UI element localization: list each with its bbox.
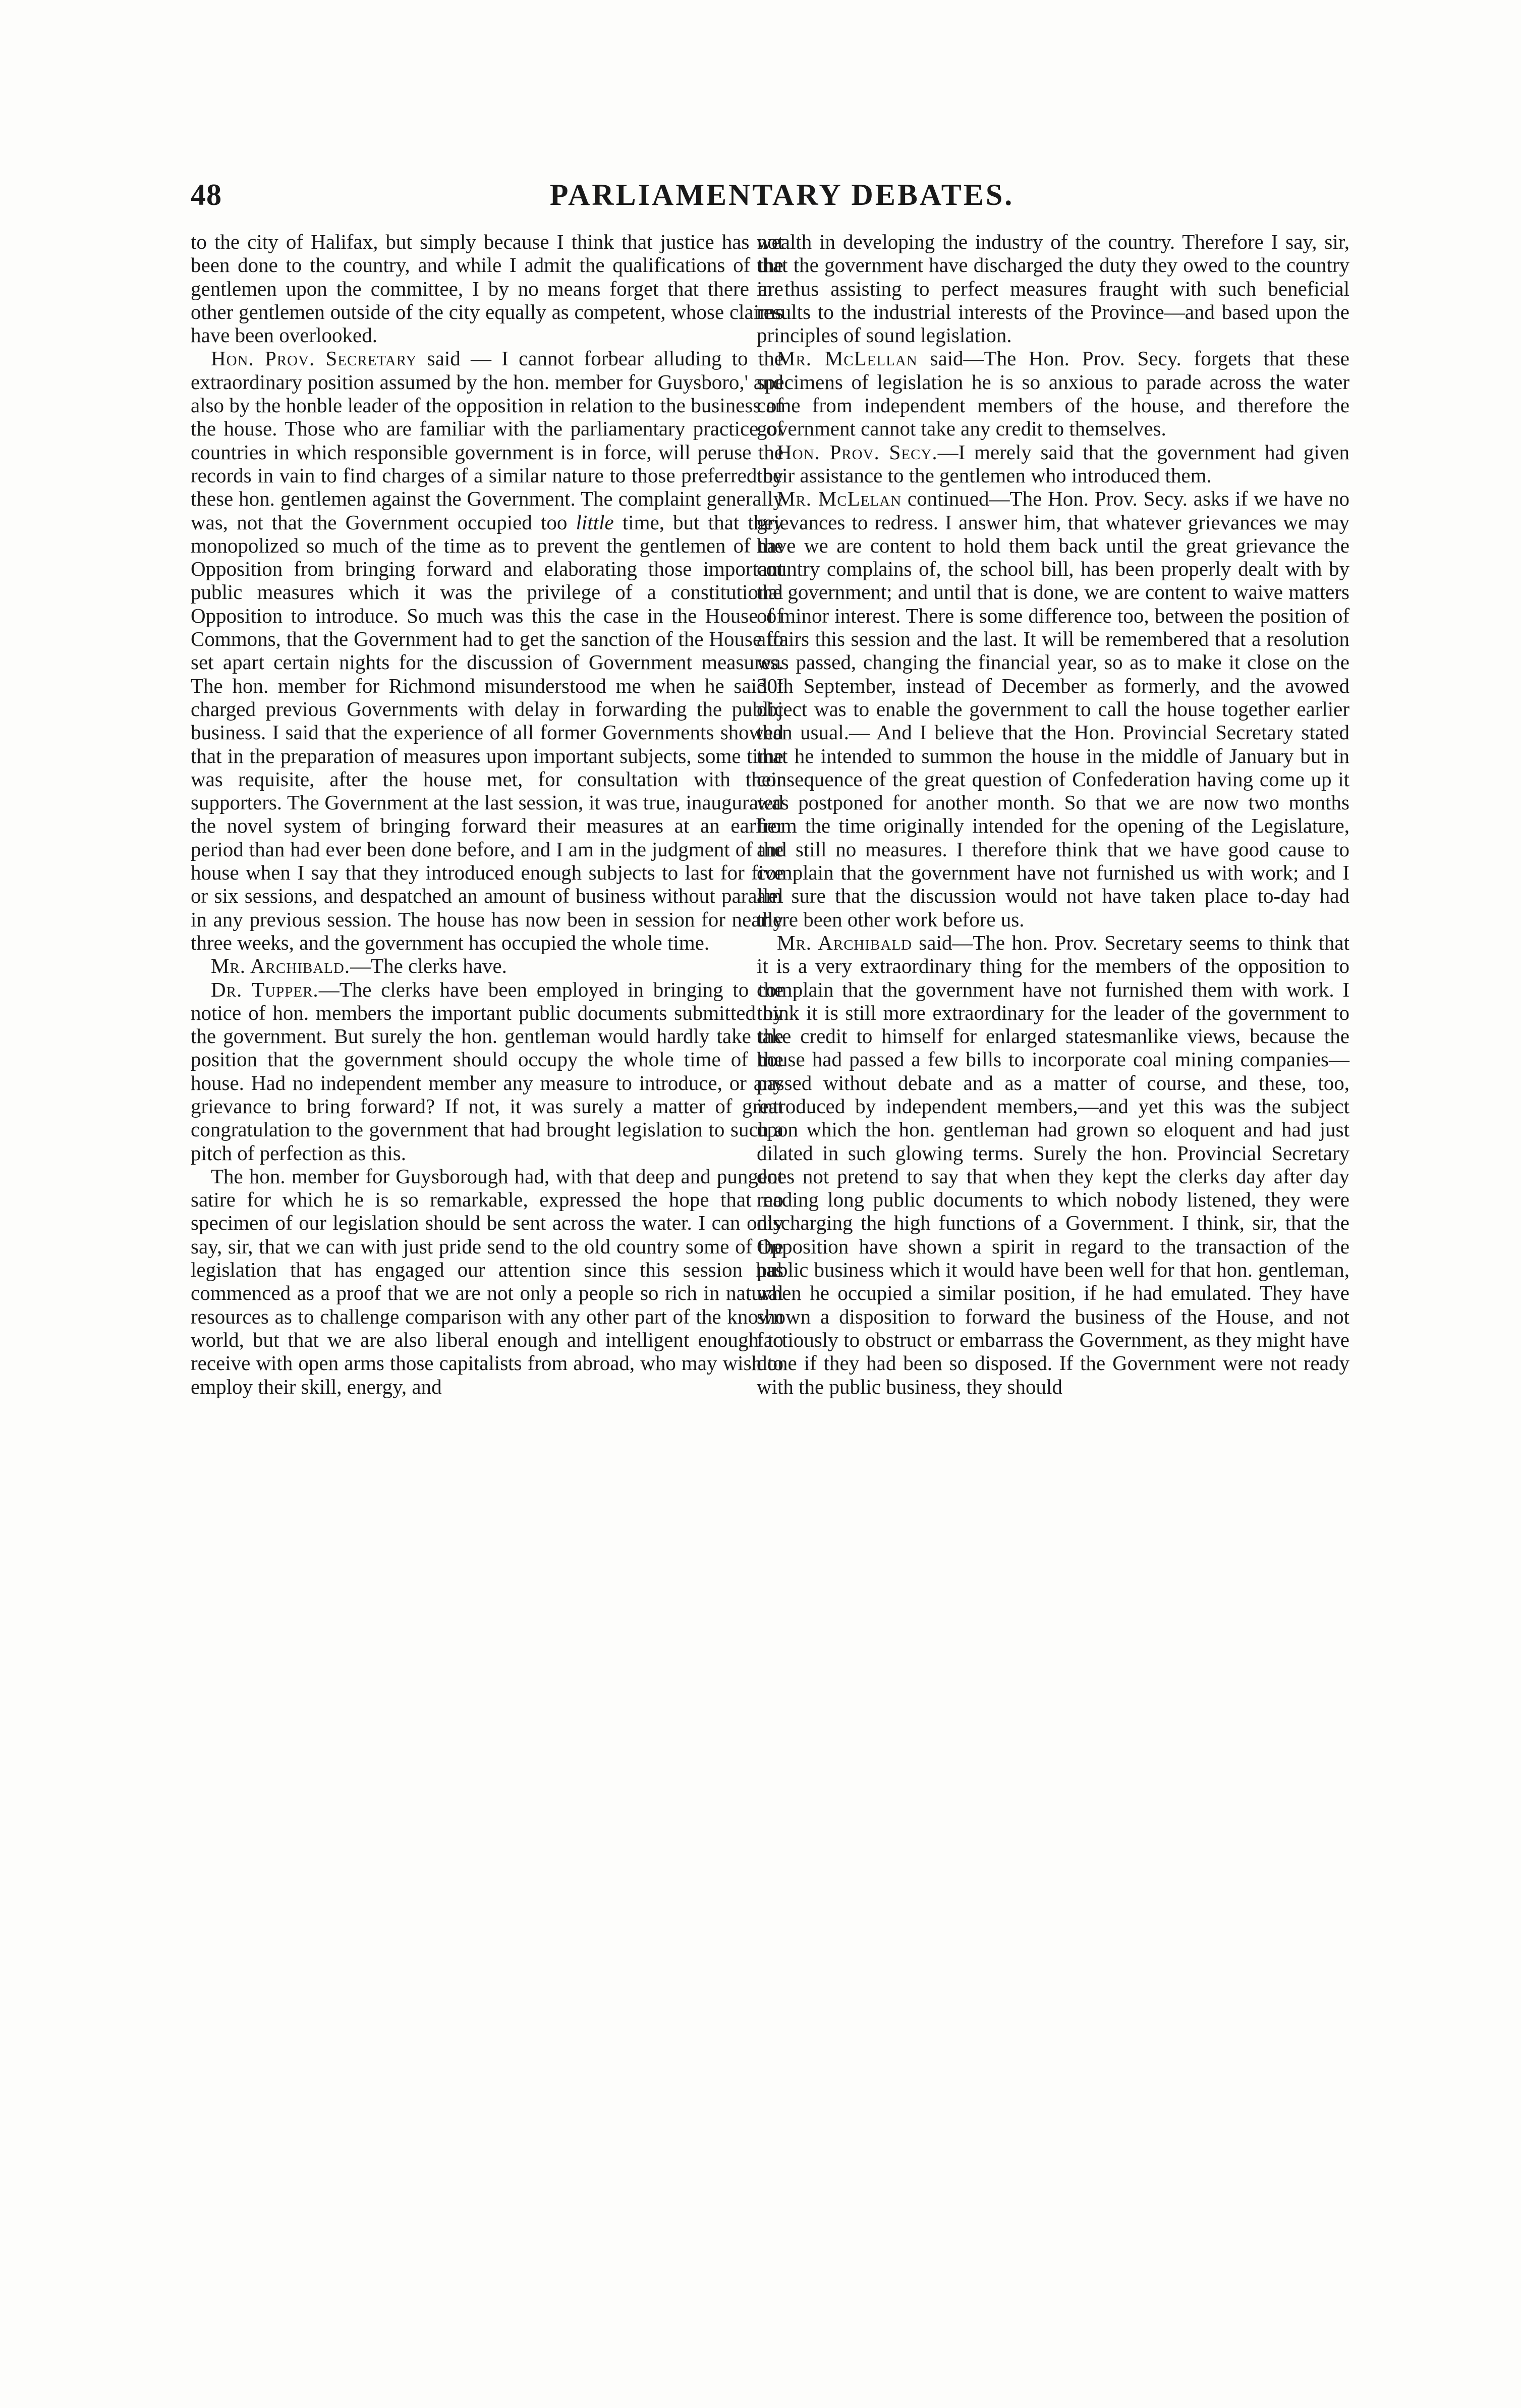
running-head: PARLIAMENTARY DEBATES. <box>549 178 1015 211</box>
speaker-name: Mr. Archibald. <box>211 954 351 978</box>
speaker-name: Mr. Archibald <box>777 931 912 954</box>
speaker-name: Dr. Tupper. <box>211 977 319 1001</box>
paragraph <box>191 230 783 347</box>
paragraph <box>191 1165 783 1398</box>
speaker-name: Mr. McLellan <box>777 347 918 370</box>
page-number: 48 <box>191 178 222 211</box>
paragraph-text: —The clerks have been employed in bringing to the notice of hon. members the important public documents submitted by the government. But surely the hon. gentleman would hardly take the position that the government should occupy the whole time of the house. Had no independent member any measure to introduce, or any grievance to bring forward? If not, it was surely a matter of great congratulation to the government that had brought legislation to such a pitch of perfection as this. <box>191 977 783 1165</box>
paragraph-text: continued—The Hon. Prov. Secy. asks if we have no grievances to redress. I answer him, that whatever grievances we may have we are content to hold them back until the great grievance the country complains of, the school bill, has been properly dealt with by the government; and until that is done, we are content to waive matters of minor interest. There is some difference too, between the position of affairs this session and the last. It will be remembered that a resolution was passed, changing the financial year, so as to make it close on the 30th September, instead of December as formerly, and the avowed object was to enable the government to call the house together earlier than usual.— And I believe that the Hon. Provincial Secretary stated that he intended to summon the house in the middle of January but in consequence of the great question of Confederation having come up it was postponed for another month. So that we are now two months from the time originally intended for the opening of the Legislature, and still no measures. I therefore think that we have good cause to complain that the government have not furnished us with work; and I am sure that the discussion would not have taken place to-day had there been other work before us. <box>757 487 1349 931</box>
paragraph <box>191 978 783 1165</box>
paragraph-text: —I merely said that the government had given their assistance to the gentlemen who introduced them. <box>757 440 1350 487</box>
paragraph <box>757 487 1349 931</box>
paragraph-text: said — I cannot forbear alluding to the extraordinary position assumed by the hon. member for Guysboro,' and also by the honble leader of the opposition in relation to the business of the house. Those who are familiar with the parliamentary practice of countries in which responsible government is in force, will peruse the records in vain to find charges of a similar nature to those preferred by these hon. gentlemen against the Government. The complaint generally was, not that the Government occupied too <box>191 347 783 534</box>
paragraph <box>757 931 1349 1398</box>
paragraph <box>191 347 783 954</box>
paragraph-text: time, but that they monopolized so much of the time as to prevent the gentlemen of the Opposition from bringing forward and elaborating those important public measures which it was the privilege of a constitutional Opposition to introduce. So much was this the case in the House of Commons, that the Government had to get the sanction of the House to set apart certain nights for the discussion of Government measures. The hon. member for Richmond misunderstood me when he said I charged previous Governments with delay in forwarding the public business. I said that the experience of all former Governments showed that in the preparation of measures upon important subjects, some time was requisite, after the house met, for consultation with their supporters. The Government at the last session, it was true, inaugurated the novel system of bringing forward their measures at an earlier period than had ever been done before, and I am in the judgment of the house when I say that they introduced enough subjects to last for five or six sessions, and despatched an amount of business without parallel in any previous session. The house has now been in session for nearly three weeks, and the government has occupied the whole time. <box>191 510 783 954</box>
paragraph <box>757 441 1349 487</box>
right-column <box>757 230 1349 1398</box>
paragraph-text: said—The hon. Prov. Secretary seems to think that it is a very extraordinary thing for the members of the opposition to complain that the government have not furnished them with work. I think it is still more extraordinary for the leader of the government to take credit to himself for enlarged statesmanlike views, because the house had passed a few bills to incorporate coal mining companies—passed without debate and as a matter of course, and these, too, introduced by independent members,—and yet this was the subject upon which the hon. gentleman had grown so eloquent and had just dilated in such glowing terms. Surely the hon. Provincial Secretary does not pretend to say that when they kept the clerks day after day reading long public documents to which nobody listened, they were discharging the high functions of a Government. I think, sir, that the Opposition have shown a spirit in regard to the transaction of the public business which it would have been well for that hon. gentleman, when he occupied a similar position, if he had emulated. They have shown a disposition to forward the business of the House, and not factiously to obstruct or embarrass the Government, as they might have done if they had been so disposed. If the Government were not ready with the public business, they should <box>757 931 1349 1398</box>
paragraph <box>757 347 1349 440</box>
paragraph <box>757 230 1349 347</box>
paragraph-text: The hon. member for Guysborough had, with that deep and pungent satire for which he is so remarkable, expressed the hope that no specimen of our legislation should be sent across the water. I can only say, sir, that we can with just pride send to the old country some of the legislation that has engaged our attention since this session has commenced as a proof that we are not only a people so rich in natural resources as to challenge comparison with any other part of the known world, but that we are also liberal enough and intelligent enough to receive with open arms those capitalists from abroad, who may wish to employ their skill, energy, and <box>191 1164 783 1398</box>
paragraph <box>191 954 783 977</box>
left-column <box>191 230 783 1398</box>
speaker-name: Hon. Prov. Secy. <box>777 440 938 464</box>
paragraph-text: wealth in developing the industry of the country. Therefore I say, sir, that the government have discharged the duty they owed to the country in thus assisting to perfect measures fraught with such beneficial results to the industrial interests of the Province—and based upon the principles of sound legislation. <box>757 230 1349 347</box>
paragraph-text: to the city of Halifax, but simply because I think that justice has not been done to the country, and while I admit the qualifications of the gentlemen upon the committee, I by no means forget that there are other gentlemen outside of the city equally as competent, whose claims have been overlooked. <box>191 230 783 347</box>
speaker-name: Hon. Prov. Secretary <box>211 347 417 370</box>
paragraph-text: —The clerks have. <box>350 954 507 978</box>
speaker-name: Mr. McLelan <box>777 487 902 511</box>
paragraph-text: said—The Hon. Prov. Secy. forgets that these specimens of legislation he is so anxious to parade across the water came from independent members of the house, and therefore the government cannot take any credit to themselves. <box>757 347 1349 441</box>
emphasis-text: little <box>576 510 614 534</box>
